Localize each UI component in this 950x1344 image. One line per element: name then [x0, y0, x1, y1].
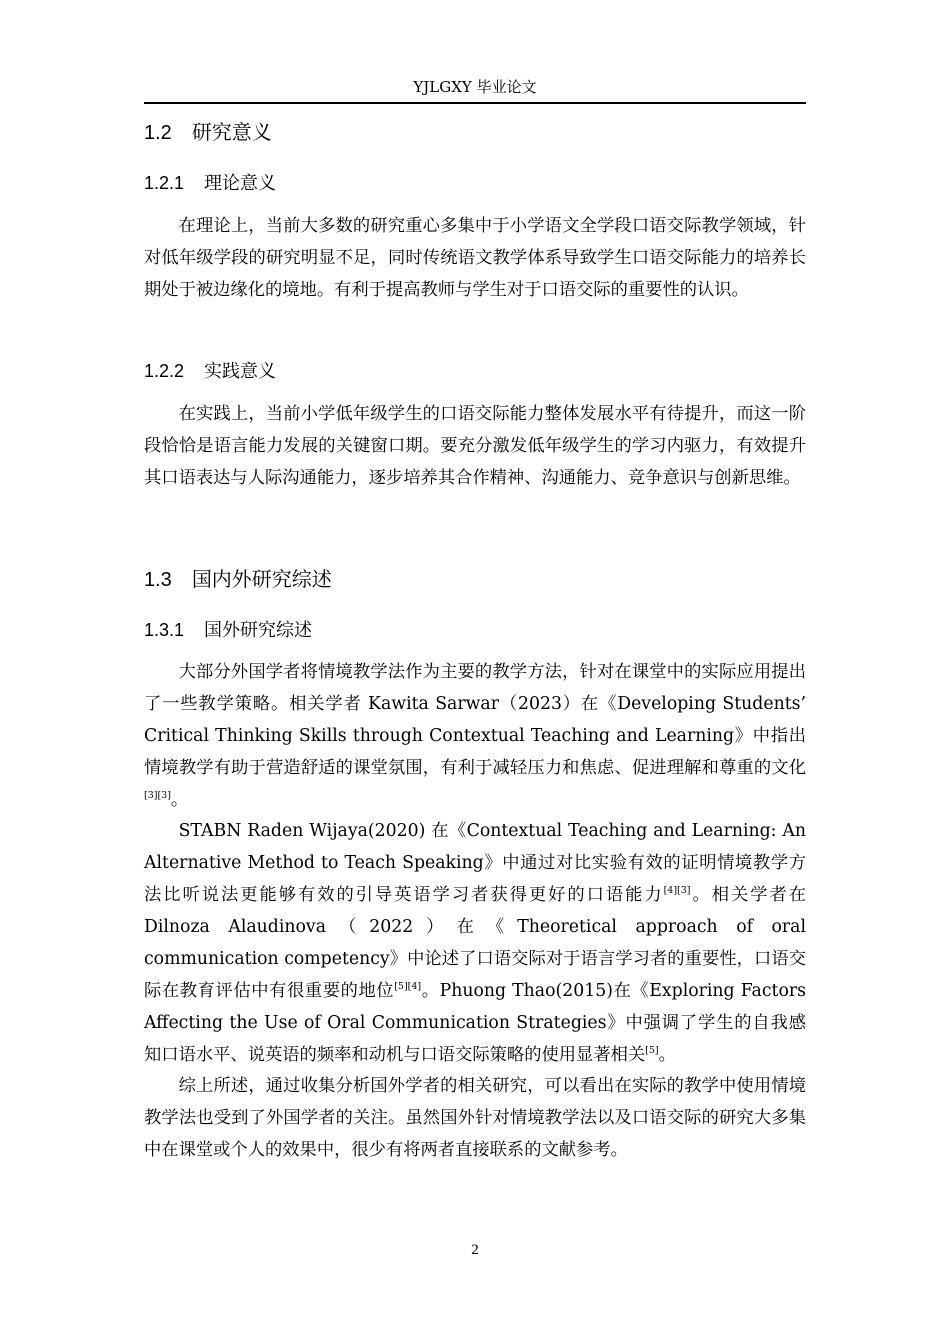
section-heading-1-3: [144, 565, 332, 594]
paragraph-text: 大部分外国学者将情境教学法作为主要的教学方法，针对在课堂中的实际应用提出了一些教学策略。相关学者 Kawita Sarwar（2023）在《Developing Students’ Critical Thinking Skills through Contextual Teaching and Learning》中指出情境教学有助于营造舒适的课堂氛围，有利于减轻压力和焦虑、促进理解和尊重的文化: [144, 662, 806, 778]
subsection-heading-1-2-2: [144, 358, 276, 385]
section-number: 1.3: [144, 569, 172, 591]
paragraph-summary: 综上所述，通过收集分析国外学者的相关研究，可以看出在实际的教学中使用情境教学法也受到了外国学者的关注。虽然国外针对情境教学法以及口语交际的研究大多集中在课堂或个人的效果中，很少有将两者直接联系的文献参考。: [144, 1076, 806, 1160]
citation: [3][3]: [144, 790, 171, 802]
paragraph-theory: 在理论上，当前大多数的研究重心多集中于小学语文全学段口语交际教学领域，针对低年级学段的研究明显不足，同时传统语文教学体系导致学生口语交际能力的培养长期处于被边缘化的境地。有利于提高教师与学生对于口语交际的重要性的认识。: [144, 216, 806, 300]
paragraph-text: STABN Raden Wijaya(2020) 在《Contextual Teaching and Learning: An Alternative Method to Teach Speaking》中通过对比实验有效的证明情境教学方法比听说法更能够有效的引导英语学习者获得更好的口语能力: [144, 821, 806, 905]
section-title: 国内外研究综述: [191, 567, 332, 591]
page-number: 2: [471, 1242, 479, 1258]
subsection-heading-1-3-1: [144, 617, 312, 644]
subsection-heading-1-2-1: [144, 170, 276, 197]
section-heading-1-2: [144, 118, 272, 147]
citation: [5][4]: [394, 981, 422, 993]
citation: [4][3]: [663, 885, 691, 897]
page-header: [144, 76, 806, 104]
subsection-title: 实践意义: [204, 361, 277, 382]
paragraph-foreign-1: [144, 656, 806, 816]
subsection-title: 理论意义: [204, 173, 277, 194]
paragraph-text: 。Phuong Thao(2015)在《Exploring Factors Affecting the Use of Oral Communication Strategies》中强调了学生的自我感知口语水平、说英语的频率和动机与口语交际策略的使用显著相关: [144, 981, 806, 1065]
paragraph-text: 。相关学者在 Dilnoza Alaudinova（2022）在《Theoretical approach of oral communication competency》中论述了口语交际对于语言学习者的重要性，口语交际在教育评估中有很重要的地位: [144, 885, 806, 1001]
subsection-number: 1.3.1: [144, 620, 185, 640]
citation: [5]: [645, 1045, 659, 1057]
paragraph-text: 。: [658, 1045, 676, 1065]
section-number: 1.2: [144, 122, 172, 144]
section-title: 研究意义: [191, 120, 272, 144]
subsection-number: 1.2.2: [144, 361, 185, 381]
subsection-title: 国外研究综述: [204, 620, 313, 641]
header-title: YJLGXY 毕业论文: [413, 78, 537, 96]
paragraph-practice: 在实践上，当前小学低年级学生的口语交际能力整体发展水平有待提升，而这一阶段恰恰是语言能力发展的关键窗口期。要充分激发低年级学生的学习内驱力，有效提升其口语表达与人际沟通能力，逐步培养其合作精神、沟通能力、竞争意识与创新思维。: [144, 404, 806, 488]
subsection-number: 1.2.1: [144, 173, 185, 193]
paragraph-foreign-2: [144, 815, 806, 1071]
paragraph-text: 。: [170, 790, 189, 810]
